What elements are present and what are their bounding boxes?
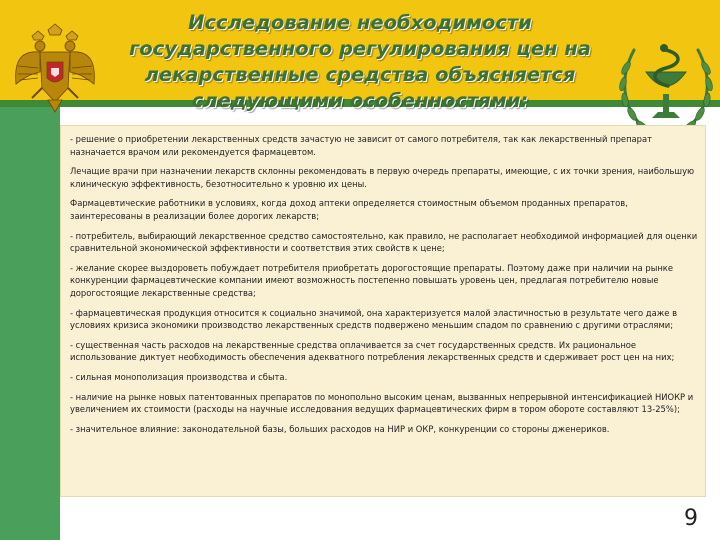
slide-title: Исследование необходимости государственного регулирования цен на лекарственные средства объясняется следующими особенностями: <box>129 11 591 112</box>
content-text <box>70 133 700 442</box>
list-item: - сильная монополизация производства и сбыта. <box>70 371 288 382</box>
list-item: - наличие на рынке новых патентованных препаратов по монопольно высоким ценам, вызванных непрерывной интенсификацией НИОКР и увеличением их стоимости (расходы на научные исследования ведущих фармацевтических фирм в тором обороте составляют 13-25%); <box>70 391 694 415</box>
list-item: - решение о приобретении лекарственных средств зачастую не зависит от самого потребителя, так как лекарственный препарат назначается врачом или рекомендуется фармацевтом. <box>70 134 653 157</box>
list-item: - потребитель, выбирающий лекарственное средство самостоятельно, как правило, не располагает необходимой информацией для оценки сравнительной экономической эффективности и соответствия этих свойств к цене; <box>70 230 698 254</box>
list-item: Лечащие врачи при назначении лекарств склонны рекомендовать в первую очередь препараты, имеющие, с их точки зрения, наибольшую клиническую эффективность, безотносительно к уровню их цены. <box>70 166 695 189</box>
list-item: Фармацевтические работники в условиях, когда доход аптеки определяется стоимостным объемом проданных препаратов, заинтересованы в реализации более дорогих лекарств; <box>70 198 628 221</box>
coat-of-arms-icon <box>10 22 100 114</box>
page-number: 9 <box>684 506 698 531</box>
list-item: - желание скорее выздороветь побуждает потребителя приобретать дорогостоящие препараты. Поэтому даже при наличии на рынке конкуренции фармацевтические компании имеют возможность постепенно повышать уровень цен, предлагая потребителю новые дорогостоящие лекарственные средства; <box>70 262 673 298</box>
list-item: - фармацевтическая продукция относится к социально значимой, она характеризуется малой эластичностью в результате чего даже в условиях кризиса экономики производство лекарственных средств подвержено меньшим спадом по сравнению с другими отраслями; <box>70 307 678 331</box>
list-item: - существенная часть расходов на лекарственные средства оплачивается за счет государственных средств. Их рациональное использование диктует необходимость обеспечения адекватного потребления лекарственных средств и сдерживает рост цен на них; <box>70 339 675 363</box>
list-item: - значительное влияние: законодательной базы, больших расходов на НИР и ОКР, конкуренции со стороны дженериков. <box>70 423 610 434</box>
side-band <box>0 107 60 540</box>
